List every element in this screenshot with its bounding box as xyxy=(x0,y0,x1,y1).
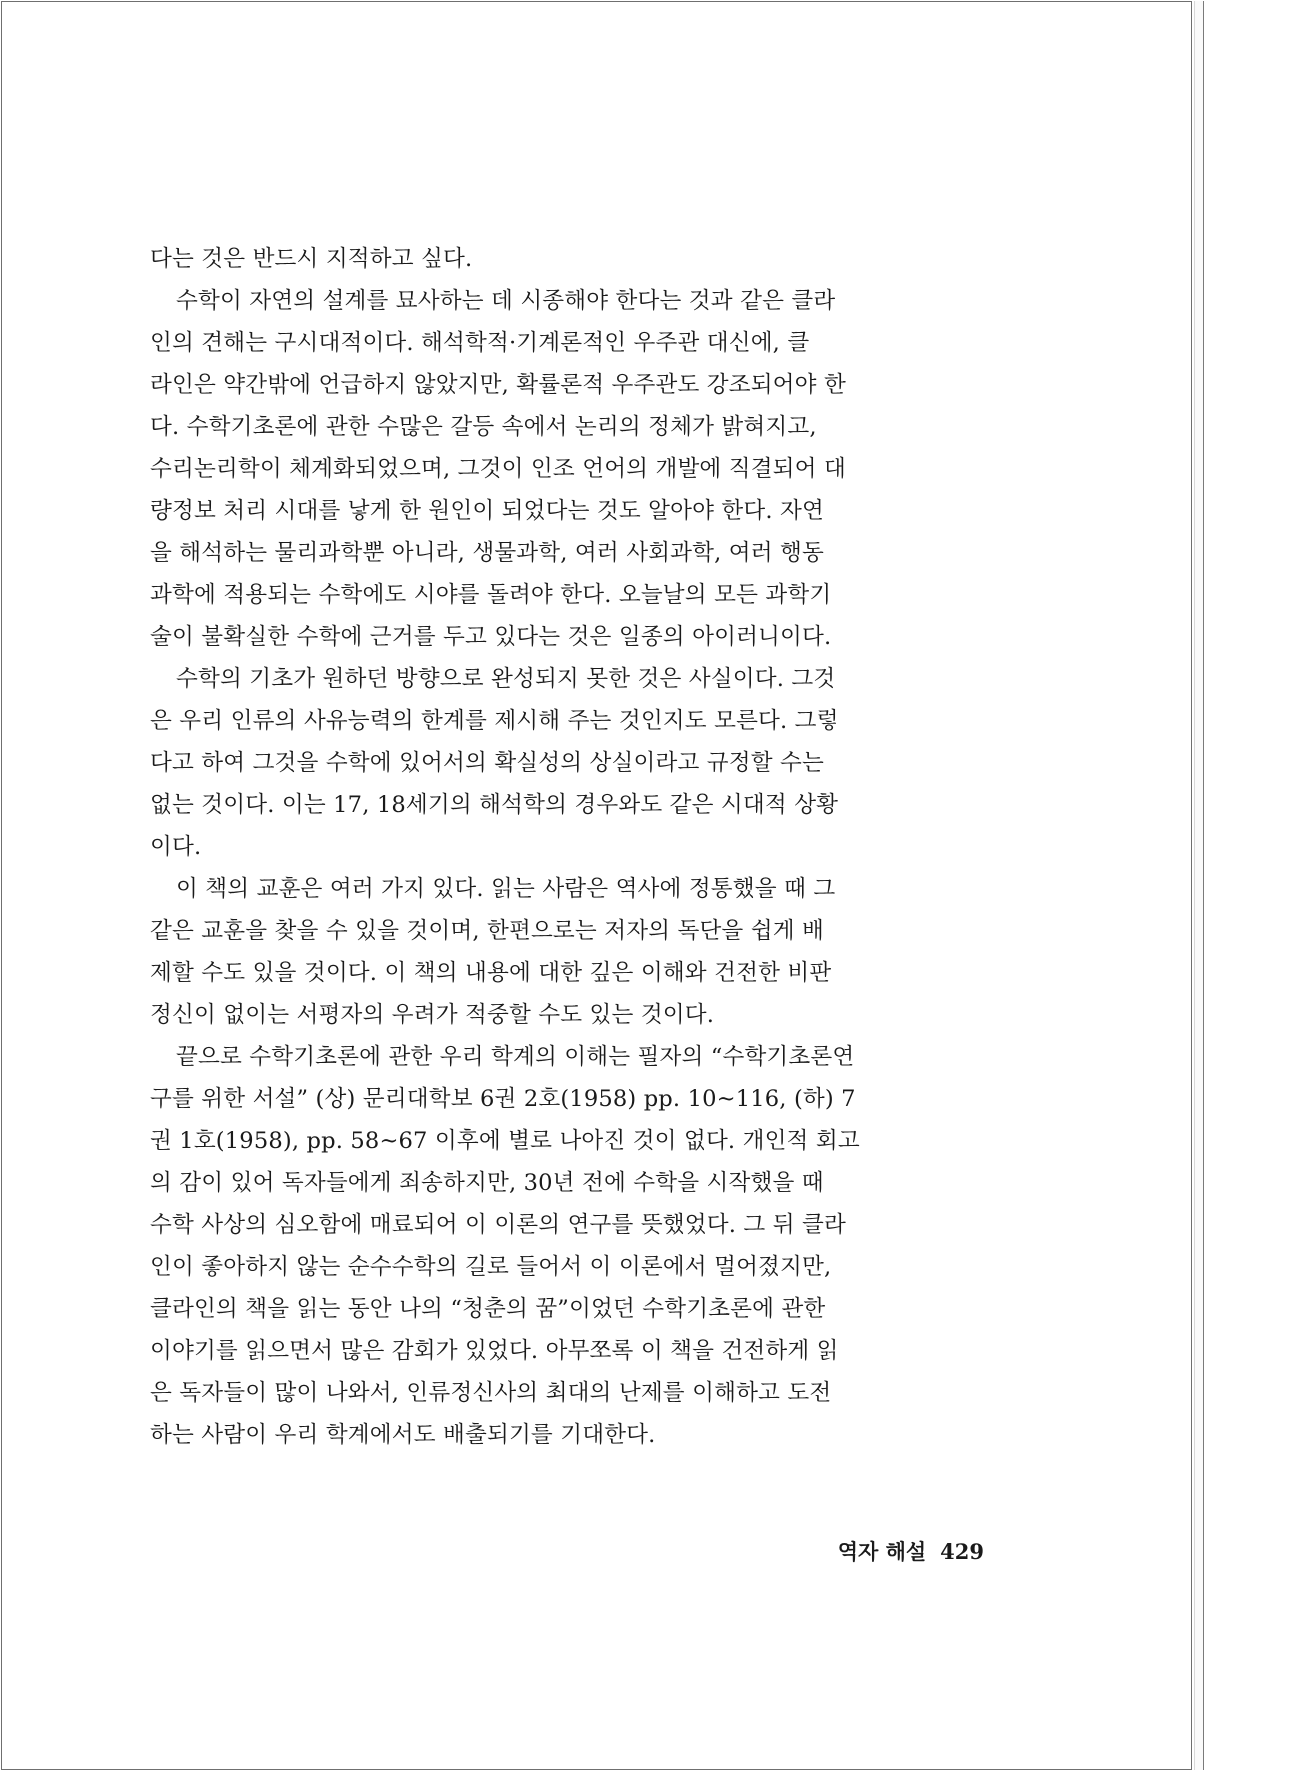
text-line: 끝으로 수학기초론에 관한 우리 학계의 이해는 필자의 “수학기초론연 xyxy=(176,1044,855,1070)
text-line: 권 1호(1958), pp. 58~67 이후에 별로 나아진 것이 없다. 개인적 회고 xyxy=(150,1128,860,1154)
text-line: 이야기를 읽으면서 많은 감회가 있었다. 아무쪼록 이 책을 건전하게 읽 xyxy=(150,1338,839,1364)
book-page xyxy=(1,1,1192,1770)
text-line: 인의 견해는 구시대적이다. 해석학적·기계론적인 우주관 대신에, 클 xyxy=(150,330,810,356)
text-line: 술이 불확실한 수학에 근거를 두고 있다는 것은 일종의 아이러니이다. xyxy=(150,624,832,650)
text-line: 은 독자들이 많이 나와서, 인류정신사의 최대의 난제를 이해하고 도전 xyxy=(150,1380,832,1406)
text-line: 수리논리학이 체계화되었으며, 그것이 인조 언어의 개발에 직결되어 대 xyxy=(150,456,846,482)
text-line: 과학에 적용되는 수학에도 시야를 돌려야 한다. 오늘날의 모든 과학기 xyxy=(150,582,832,608)
text-line: 의 감이 있어 독자들에게 죄송하지만, 30년 전에 수학을 시작했을 때 xyxy=(150,1170,824,1196)
text-line: 같은 교훈을 찾을 수 있을 것이며, 한편으로는 저자의 독단을 쉽게 배 xyxy=(150,918,824,944)
text-line: 없는 것이다. 이는 17, 18세기의 해석학의 경우와도 같은 시대적 상황 xyxy=(150,792,839,818)
text-line: 인이 좋아하지 않는 순수수학의 길로 들어서 이 이론에서 멀어졌지만, xyxy=(150,1254,832,1280)
text-line: 하는 사람이 우리 학계에서도 배출되기를 기대한다. xyxy=(150,1422,656,1448)
text-line: 이 책의 교훈은 여러 가지 있다. 읽는 사람은 역사에 정통했을 때 그 xyxy=(176,876,836,902)
viewer-background xyxy=(1204,0,1296,1773)
page-footer xyxy=(764,1532,984,1572)
text-line: 량정보 처리 시대를 낳게 한 원인이 되었다는 것도 알아야 한다. 자연 xyxy=(150,498,824,524)
page-number: 429 xyxy=(940,1539,984,1564)
text-line: 수학의 기초가 원하던 방향으로 완성되지 못한 것은 사실이다. 그것 xyxy=(176,666,836,692)
text-line: 이다. xyxy=(150,834,202,860)
page-edge xyxy=(1194,1,1204,1770)
text-line: 라인은 약간밖에 언급하지 않았지만, 확률론적 우주관도 강조되어야 한 xyxy=(150,372,846,398)
text-line: 제할 수도 있을 것이다. 이 책의 내용에 대한 깊은 이해와 건전한 비판 xyxy=(150,960,832,986)
text-line: 을 해석하는 물리과학뿐 아니라, 생물과학, 여러 사회과학, 여러 행동 xyxy=(150,540,824,566)
text-line: 다고 하여 그것을 수학에 있어서의 확실성의 상실이라고 규정할 수는 xyxy=(150,750,824,776)
body-text xyxy=(150,238,978,1456)
running-title: 역자 해설 xyxy=(837,1539,927,1564)
text-line: 수학이 자연의 설계를 묘사하는 데 시종해야 한다는 것과 같은 클라 xyxy=(176,288,836,314)
text-line: 다. 수학기초론에 관한 수많은 갈등 속에서 논리의 정체가 밝혀지고, xyxy=(150,414,817,440)
text-line: 수학 사상의 심오함에 매료되어 이 이론의 연구를 뜻했었다. 그 뒤 클라 xyxy=(150,1212,846,1238)
text-line: 구를 위한 서설” (상) 문리대학보 6권 2호(1958) pp. 10~116, (하) 7 xyxy=(150,1086,856,1112)
text-line: 다는 것은 반드시 지적하고 싶다. xyxy=(150,246,473,272)
text-line: 은 우리 인류의 사유능력의 한계를 제시해 주는 것인지도 모른다. 그렇 xyxy=(150,708,839,734)
text-line: 정신이 없이는 서평자의 우려가 적중할 수도 있는 것이다. xyxy=(150,1002,715,1028)
text-line: 클라인의 책을 읽는 동안 나의 “청춘의 꿈”이었던 수학기초론에 관한 xyxy=(150,1296,826,1322)
